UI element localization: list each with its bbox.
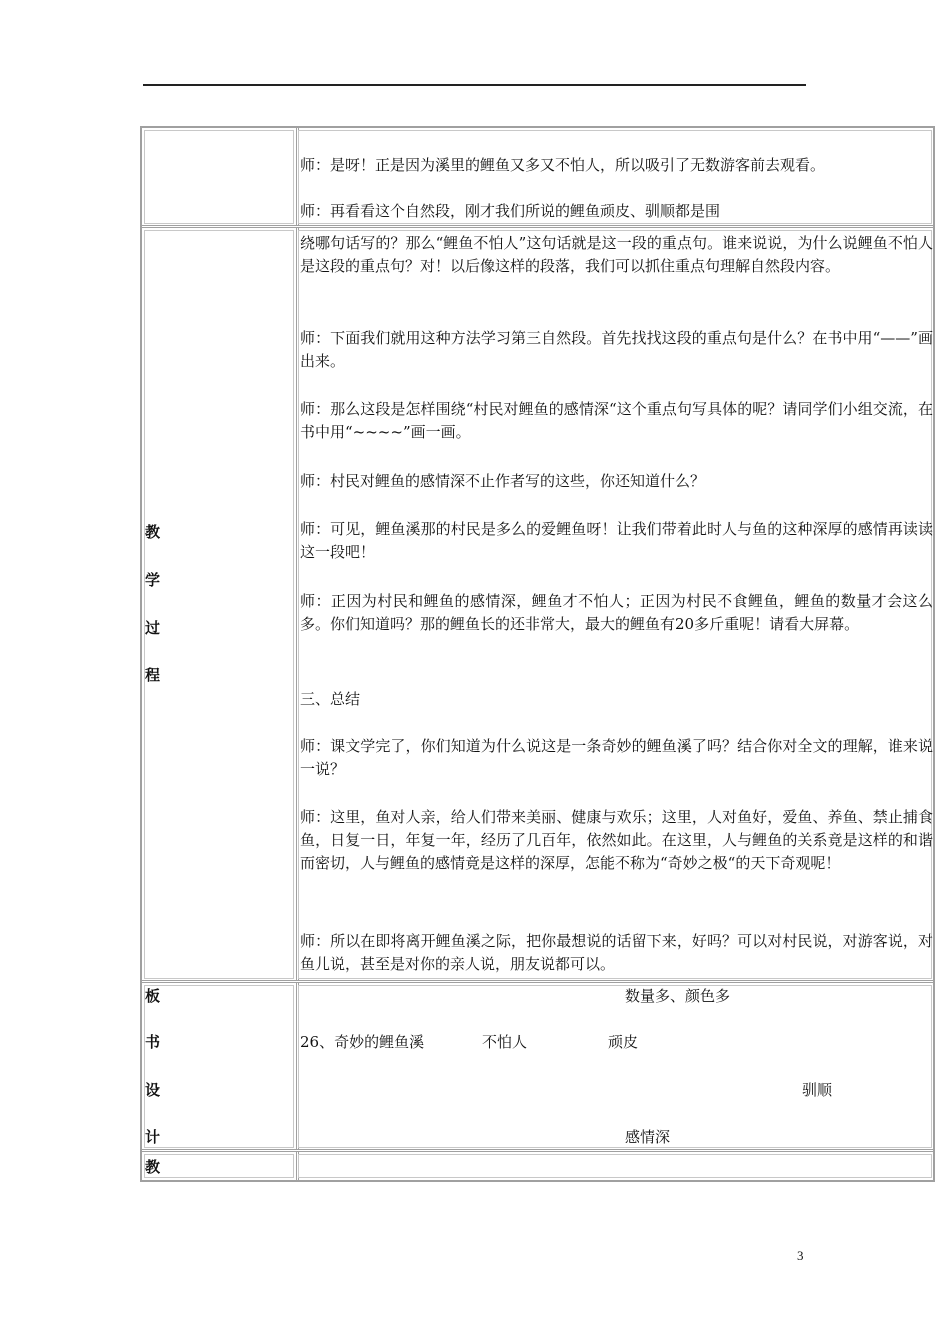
board-note: 驯顺 (802, 1081, 833, 1099)
section-heading: 三、总结 (300, 690, 361, 708)
section-label-char: 设 (145, 1081, 161, 1099)
paragraph: 师：正因为村民和鲤鱼的感情深，鲤鱼才不怕人；正因为村民不食鲤鱼，鲤鱼的数量才会这么多。你们知道吗？那的鲤鱼长的还非常大，最大的鲤鱼有20多斤重呢！请看大屏幕。 (300, 592, 933, 633)
paragraph: 师：是呀！正是因为溪里的鲤鱼又多又不怕人，所以吸引了无数游客前去观看。 (300, 156, 826, 174)
cell-border (298, 1154, 932, 1178)
cell-border (144, 985, 294, 1148)
paragraph: 师：村民对鲤鱼的感情深不止作者写的这些，你还知道什么？ (300, 472, 706, 490)
section-label-char: 程 (145, 666, 161, 684)
header-rule (143, 84, 806, 86)
cell-border (298, 985, 932, 1148)
paragraph: 师：下面我们就用这种方法学习第三自然段。首先找找这段的重点句是什么？在书中用“——”画出来。 (300, 329, 933, 370)
row-divider (142, 1149, 933, 1152)
cell-border (144, 1154, 294, 1178)
paragraph: 师：这里，鱼对人亲，给人们带来美丽、健康与欢乐；这里，人对鱼好，爱鱼、养鱼、禁止捕食鱼，日复一日，年复一年，经历了几百年，依然如此。在这里，人与鲤鱼的关系竟是这样的和谐而密切，人与鲤鱼的感情竟是这样的深厚，怎能不称为“奇妙之极“的天下奇观呢！ (300, 808, 933, 872)
paragraph: 师：可见，鲤鱼溪那的村民是多么的爱鲤鱼呀！让我们带着此时人与鱼的这种深厚的感情再读读这一段吧！ (300, 520, 933, 561)
row-divider (142, 980, 933, 983)
page-number: 3 (797, 1248, 804, 1263)
section-label-char: 教 (145, 1158, 161, 1176)
board-note: 顽皮 (608, 1033, 639, 1051)
cell-border (144, 130, 294, 224)
section-label-char: 计 (145, 1128, 161, 1146)
paragraph: 师：所以在即将离开鲤鱼溪之际，把你最想说的话留下来，好吗？可以对村民说，对游客说，对鱼儿说，甚至是对你的亲人说，朋友说都可以。 (300, 932, 933, 973)
section-label-char: 书 (145, 1033, 161, 1051)
board-note: 不怕人 (482, 1033, 528, 1051)
row-divider (142, 225, 933, 228)
section-label-char: 学 (145, 571, 161, 589)
board-note: 数量多、颜色多 (625, 987, 731, 1005)
paragraph: 绕哪句话写的？那么“鲤鱼不怕人”这句话就是这一段的重点句。谁来说说，为什么说鲤鱼不怕人是这段的重点句？对！以后像这样的段落，我们可以抓住重点句理解自然段内容。 (300, 234, 933, 275)
section-label-char: 过 (145, 619, 161, 637)
paragraph: 师：课文学完了，你们知道为什么说这是一条奇妙的鲤鱼溪了吗？结合你对全文的理解，谁来说一说？ (300, 737, 933, 778)
board-title: 26、奇妙的鲤鱼溪 (300, 1033, 425, 1051)
section-label-char: 教 (145, 523, 161, 541)
paragraph: 师：那么这段是怎样围绕“村民对鲤鱼的感情深“这个重点句写具体的呢？请同学们小组交流，在书中用“~~~~”画一画。 (300, 400, 933, 441)
paragraph: 师：再看看这个自然段，刚才我们所说的鲤鱼顽皮、驯顺都是围 (300, 202, 721, 220)
board-note: 感情深 (625, 1128, 671, 1146)
cell-border (144, 230, 294, 979)
section-label-char: 板 (145, 987, 161, 1005)
